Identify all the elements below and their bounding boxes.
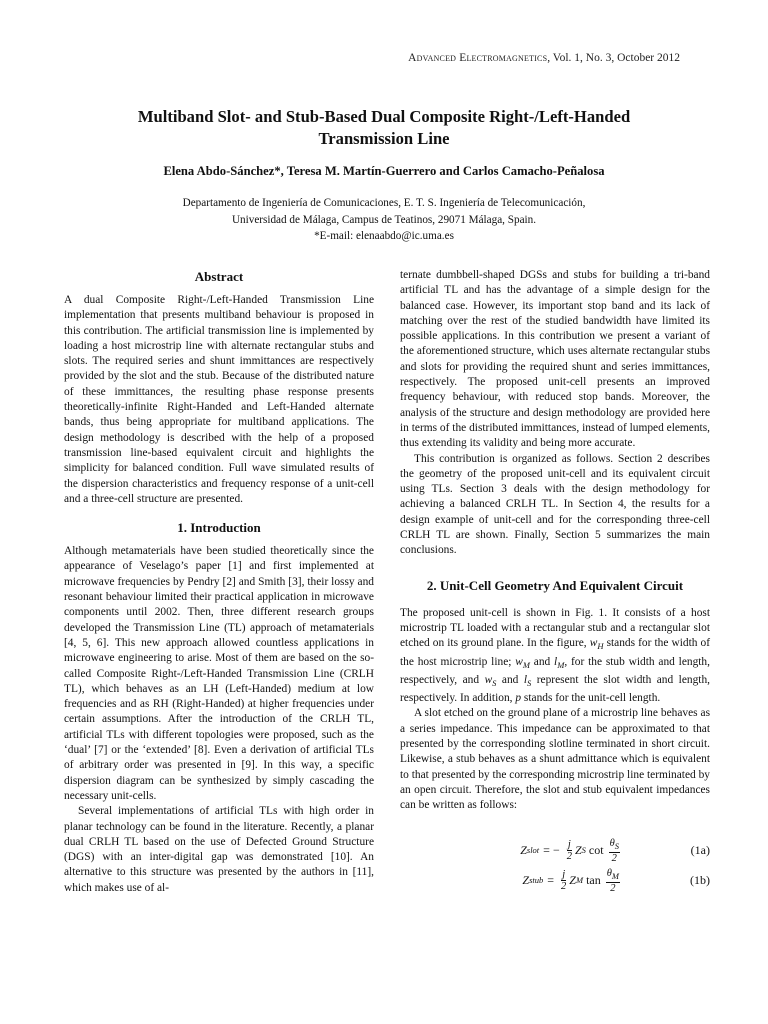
text-run: and <box>496 673 524 686</box>
text-run: represent the slot width and length, respectively. In addition, <box>400 673 710 705</box>
text-run: stands for the unit-cell length. <box>521 692 661 705</box>
symbol-p: p <box>515 692 522 705</box>
eq-lhs-subscript: slot <box>526 844 540 855</box>
symbol-subscript: H <box>597 641 604 652</box>
equation-1b <box>400 866 710 896</box>
paper-title <box>0 106 768 150</box>
abstract-heading: Abstract <box>194 269 244 284</box>
eq-lhs: Z <box>520 842 527 857</box>
symbol-w-s <box>485 674 497 686</box>
eq-sign: = − <box>543 842 560 857</box>
theta-subscript: S <box>614 840 619 851</box>
symbol-base: l <box>523 673 528 686</box>
intro-paragraph-1: Although metamaterials have been studied theoretically since the appearance of Veselago’s paper [1] and first implemented at microwave frequencies by Pendry [2] and Smith [3], their lossy and resonant behaviour limited their practical application in microwave components until 2002. Then, three different research groups developed the Transmission Line (TL) approach of metamaterials [4, 5, 6]. This new approach allowed countless applications in microwave engineering to arise. Most of them are based on the so-called Composite Right-/Left-Handed Transmission Line (CRLH TL), which behaves as an LH (Left-Handed) medium at low frequencies and as RH (Right-Handed) at higher frequencies under certain assumptions. After the introduction of the CRLH TL, artificial TLs with different topologies were proposed, such as the ‘dual’ [7] or the ‘extended’ [8]. Even a derivation of artificial TLs of arbitrary order was presented in [9]. In this way, a specific dispersion diagram can be synthesized by simply cascading the necessary unit-cells. <box>64 545 374 802</box>
symbol-w-m <box>515 656 530 668</box>
abstract-text: A dual Composite Right-/Left-Handed Transmission Line implementation that presents multiband behaviour is proposed in this contribution. The artificial transmission line is implemented by loading a host microstrip line with alternate rectangular stubs and slots. The required series and shunt immittances are respectively provided by the slot and the stub. Because of the distributed nature of these immittances, the resulting phase response presents theoretically-infinite Right-Handed and Left-Handed alternate bands, thus being appropriate for multiband applications. The design methodology is described with the help of a proposed transmission line-based equivalent circuit and highlights the simplicity for balanced condition. Full wave simulated results of the dispersion characteristics and frequency response of a unit-cell and a three-cell structure are presented. <box>64 294 374 505</box>
eq-lhs: Z <box>522 872 530 887</box>
symbol-w-h <box>589 637 604 652</box>
symbol-subscript: M <box>557 659 565 670</box>
equation-formula <box>522 868 622 894</box>
theta-subscript: M <box>611 870 619 881</box>
eq-argument-fraction <box>609 838 620 864</box>
section-2-paragraph-2: A slot etched on the ground plane of a microstrip line behaves as a series impedance. This impedance can be approximated to that presented by the corresponding slotline terminated in short circuit. Likewise, a stub behaves as a shunt admittance which is equivalent to that presented by the corresponding microstrip line terminated by an open circuit. Therefore, the slot and stub equivalent impedances can be written as follows: <box>400 707 710 812</box>
equation-block <box>400 836 710 896</box>
equation-1a <box>400 836 710 866</box>
text-run: The proposed unit-cell is shown in Fig. 1. It consists of a host microstrip TL loaded with a rectangular stub and a rectangular slot etched on its ground plane. In the figure, <box>400 606 710 650</box>
frac-denominator: 2 <box>611 852 617 864</box>
running-header <box>408 52 680 64</box>
journal-name: Advanced Electromagnetics <box>408 52 548 64</box>
eq-sign: = <box>547 872 555 887</box>
eq-fraction <box>566 839 573 862</box>
theta-symbol: θ <box>606 867 612 879</box>
section-2-paragraph-1 <box>400 606 710 707</box>
symbol-base: l <box>554 655 558 668</box>
frac-denominator: 2 <box>566 851 572 862</box>
affiliation <box>0 195 768 245</box>
symbol-subscript: M <box>522 659 530 670</box>
intro-paragraph-2: Several implementations of artificial TLs with high order in planar technology can be found in the literature. Recently, a planar dual CRLH TL based on the use of Defected Ground Structure (DGS) with an inter-digital gap was demonstrated [10]. An alternative to this structure was presented by the authors in [11], which makes use of al- <box>64 805 374 894</box>
affiliation-line-1: Departamento de Ingeniería de Comunicaciones, E. T. S. Ingeniería de Telecomunicación, <box>182 197 586 209</box>
theta-symbol: θ <box>609 837 615 849</box>
frac-denominator: 2 <box>610 882 616 894</box>
symbol-l-m <box>554 656 564 668</box>
issue-info: , Vol. 1, No. 3, October 2012 <box>547 52 680 64</box>
eq-function: cot <box>588 842 604 857</box>
author-list: Elena Abdo-Sánchez*, Teresa M. Martín-Guerrero and Carlos Camacho-Peñalosa <box>163 164 605 178</box>
left-column <box>64 268 374 896</box>
section-2-heading: 2. Unit-Cell Geometry And Equivalent Circuit <box>426 577 684 593</box>
symbol-base: w <box>589 637 598 650</box>
equation-number: (1a) <box>690 842 710 857</box>
intro-paragraph-4: This contribution is organized as follows. Section 2 describes the geometry of the proposed unit-cell and its equivalent circuit using TLs. Section 3 deals with the design methodology for achieving a balanced CRLH TL. In Section 4, the results for a design example of unit-cell and for the corresponding three-cell CRLH TL are shown. Finally, Section 5 summarizes the main conclusions. <box>400 452 710 557</box>
eq-lhs-subscript: stub <box>529 874 544 885</box>
symbol-subscript: S <box>527 677 532 688</box>
frac-denominator: 2 <box>561 881 567 892</box>
eq-function: tan <box>586 872 601 887</box>
text-run: stands for the width of the host microstrip line; <box>400 637 711 668</box>
frac-numerator: j <box>562 869 566 880</box>
equation-number: (1b) <box>690 872 710 887</box>
text-run: , for the stub width and length, respectively, and <box>400 655 710 686</box>
eq-impedance: Z <box>574 842 582 857</box>
title-line-2: Transmission Line <box>318 129 450 148</box>
title-line-1: Multiband Slot- and Stub-Based Dual Composite Right-/Left-Handed <box>137 107 631 126</box>
affiliation-line-2: Universidad de Málaga, Campus de Teatinos, 29071 Málaga, Spain. <box>231 213 537 226</box>
symbol-base: w <box>484 673 493 686</box>
symbol-base: w <box>515 655 523 668</box>
contact-email: *E-mail: elenaabdo@ic.uma.es <box>314 230 454 242</box>
frac-numerator <box>606 868 620 883</box>
eq-argument-fraction <box>606 868 620 894</box>
symbol-subscript: S <box>492 677 497 688</box>
eq-impedance-subscript: S <box>581 844 586 855</box>
eq-fraction <box>560 869 567 892</box>
eq-impedance: Z <box>569 872 576 887</box>
intro-paragraph-3: ternate dumbbell-shaped DGSs and stubs for building a tri-band artificial TL and has the advantage of a simple design for the balanced case. However, its important stop band and its lack of matching over the rest of the studied bandwidth have limited its possible applications. In this contribution we present a variant of the aforementioned structure, which uses alternate rectangular stubs and slots for providing the required shunt and series immittances, respectively. The proposed unit-cell presents an improved frequency behaviour, with reduced stop bands. Moreover, the analysis of the structure and design methodology are provided here in terms of the distributed immittances, instead of lumped elements, thus extending its validity and being more accurate. <box>400 269 710 450</box>
text-run: and <box>529 655 555 668</box>
frac-numerator <box>609 838 620 853</box>
right-column <box>400 268 710 896</box>
eq-impedance-subscript: M <box>575 874 584 885</box>
introduction-heading: 1. Introduction <box>177 520 261 536</box>
frac-numerator: j <box>567 839 571 850</box>
equation-formula <box>520 838 622 864</box>
